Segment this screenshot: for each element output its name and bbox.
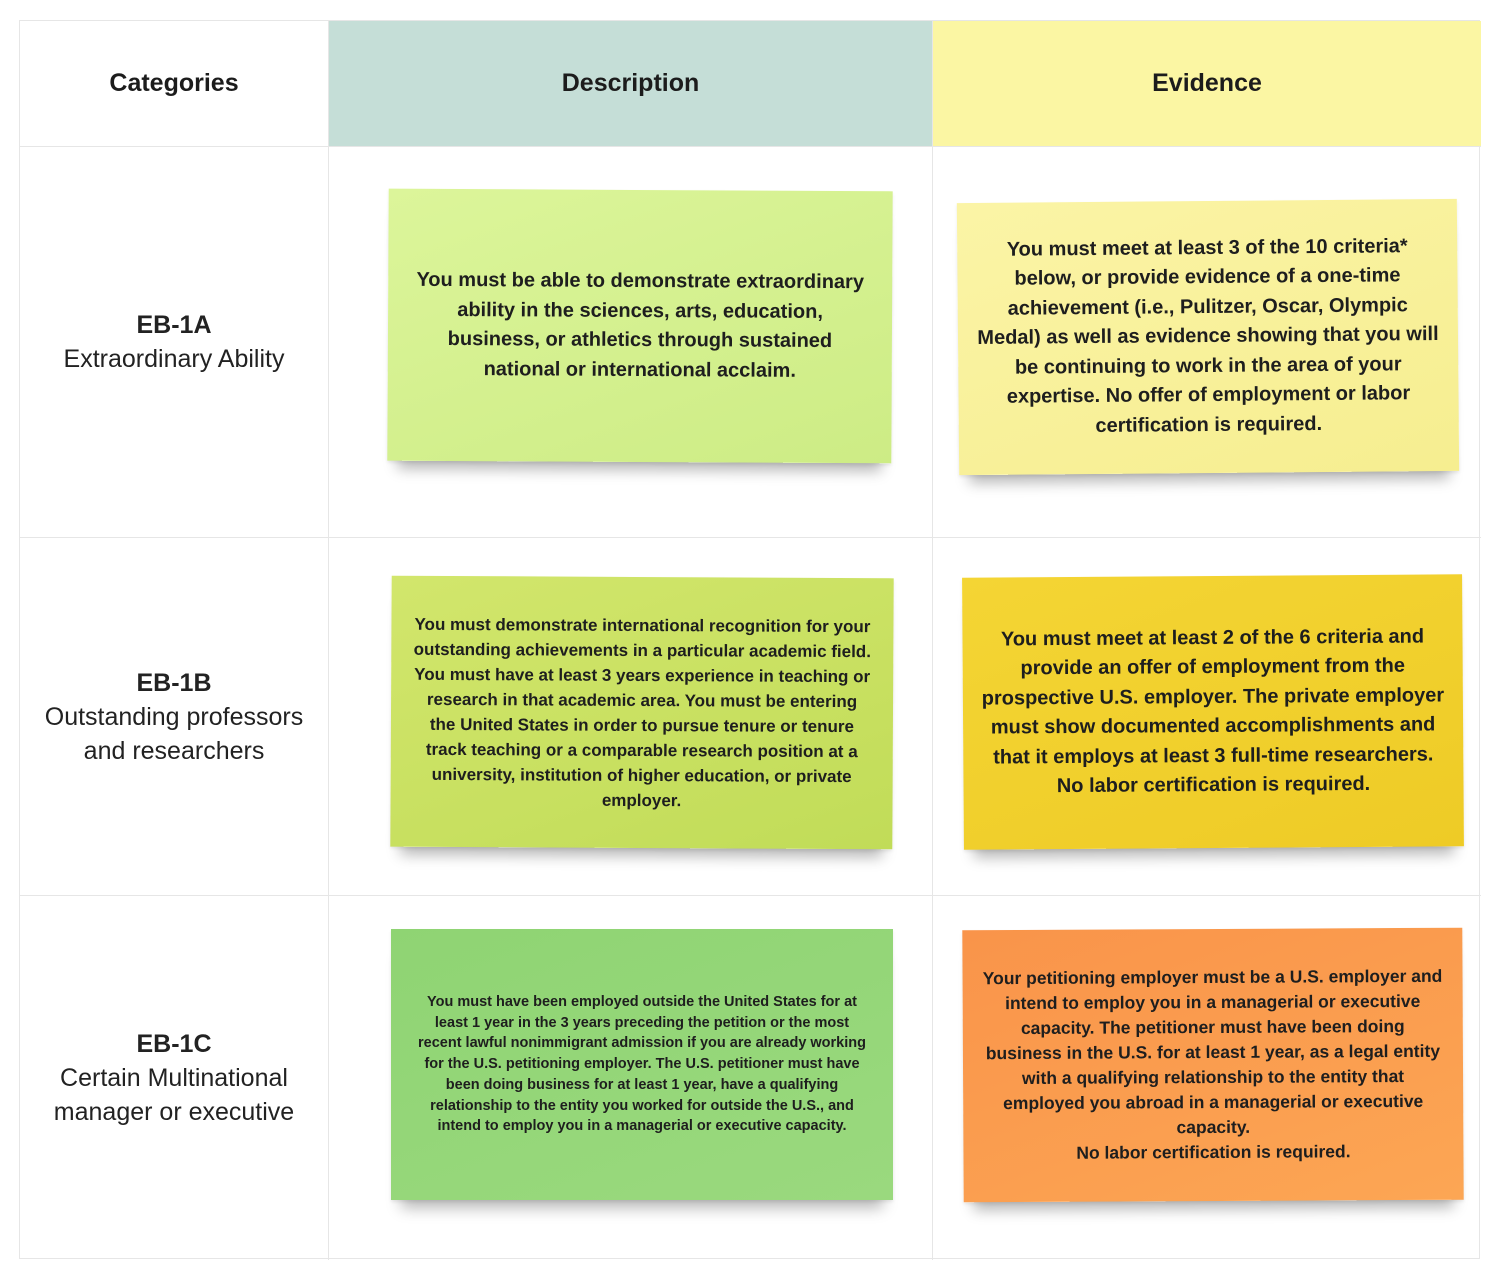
category-code: EB-1A xyxy=(136,311,212,339)
category-name: Certain Multinational manager or executive xyxy=(53,1064,295,1126)
header-description xyxy=(329,21,933,147)
header-evidence xyxy=(933,21,1481,147)
category-name: Extraordinary Ability xyxy=(63,345,285,373)
evidence-cell-eb1c xyxy=(933,896,1481,1260)
note-text: You must demonstrate international recognition for your outstanding achievements in a particular academic field. You must have at least 3 years experience in teaching or research in that academic area. You must be entering the United States in order to pursue tenure or tenure track teaching or a comparable research position at a university, institution of higher education, or private employer. xyxy=(413,614,871,810)
sticky-note-evidence-eb1c xyxy=(962,928,1463,1203)
sticky-note-evidence-eb1a xyxy=(957,199,1459,475)
note-text: Your petitioning employer must be a U.S. employer and intend to employ you in a managerial or executive capacity. The petitioner must have been doing business in the U.S. for at least 1 year, as a legal entity with a qualifying relationship to the entity that employed you abroad in a managerial or executive capacity. No labor certification is required. xyxy=(982,965,1443,1163)
evidence-cell-eb1b xyxy=(933,538,1481,896)
note-text: You must meet at least 3 of the 10 criteria* below, or provide evidence of a one-time achievement (i.e., Pulitzer, Oscar, Olympic Medal) as well as evidence showing that you will be continuing to work in the area of your expertise. No offer of employment or labor certification is required. xyxy=(977,235,1439,437)
description-cell-eb1b xyxy=(329,538,933,896)
header-evidence-label: Evidence xyxy=(1152,69,1262,97)
category-code: EB-1B xyxy=(136,668,212,697)
note-text: You must be able to demonstrate extraordinary ability in the sciences, arts, education, business, or athletics through sustained national or international acclaim. xyxy=(416,268,865,382)
note-text: You must have been employed outside the United States for at least 1 year in the 3 years preceding the petition or the most recent lawful nonimmigrant admission if you are already working for the U.S. petitioning employer. The U.S. petitioner must have been doing business for at least 1 year, have a qualifying relationship to the entity you worked for outside the U.S., and intend to employ you in a managerial or executive capacity. xyxy=(418,993,866,1135)
header-categories-label: Categories xyxy=(109,69,239,97)
category-code: EB-1C xyxy=(136,1030,212,1058)
sticky-note-evidence-eb1b xyxy=(962,574,1464,849)
header-description-label: Description xyxy=(561,69,700,97)
description-cell-eb1a xyxy=(329,147,933,538)
sticky-note-description-eb1c xyxy=(391,929,893,1200)
sticky-note-description-eb1a xyxy=(387,189,892,464)
category-eb1b xyxy=(20,538,329,896)
eb1-comparison-table xyxy=(19,20,1480,1259)
description-cell-eb1c xyxy=(329,896,933,1260)
evidence-cell-eb1a xyxy=(933,147,1481,538)
category-eb1c xyxy=(20,896,329,1260)
category-eb1a xyxy=(20,147,329,538)
header-categories xyxy=(20,21,329,147)
category-name: Outstanding professors and researchers xyxy=(44,702,304,765)
sticky-note-description-eb1b xyxy=(390,576,893,850)
note-text: You must meet at least 2 of the 6 criteria and provide an offer of employment from the prospective U.S. employer. The private employer must show documented accomplishments and that it employs at least 3 full-time researchers. No labor certification is required. xyxy=(981,625,1445,798)
